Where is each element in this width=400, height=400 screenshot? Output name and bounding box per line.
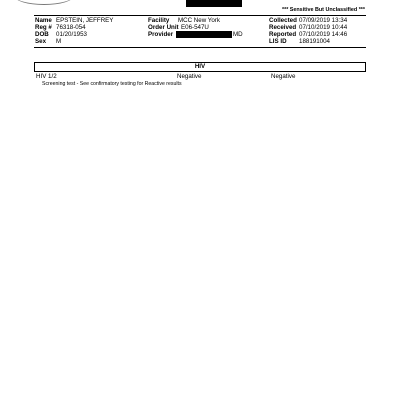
provider-suffix: MD [233,31,243,38]
redaction-top-block [186,0,242,7]
header-rule [34,15,366,16]
patient-name: EPSTEIN, JEFFREY [56,17,114,24]
received-value: 07/10/2019 10:44 [299,24,348,31]
reported-label: Reported [269,31,297,38]
received-label: Received [269,24,297,31]
facility-row [148,17,220,24]
patient-block-rule [34,47,366,48]
section-title: HIV [194,63,206,70]
order-unit-label: Order Unit [148,24,179,31]
collected-row [269,17,348,24]
reported-value: 07/10/2019 14:46 [299,31,348,38]
patient-reg: 76318-054 [56,24,86,31]
patient-dob-row [35,31,87,38]
dob-label: DOB [35,31,49,38]
order-unit-row [148,24,209,31]
name-label: Name [35,17,52,24]
patient-reg-row [35,24,86,31]
reg-label: Reg # [35,24,52,31]
result-note: Screening test - See confirmatory testing for Reactive results [42,81,182,87]
patient-dob: 01/20/1953 [56,31,87,38]
logo-arc [14,0,74,5]
provider-label: Provider [148,31,174,38]
patient-sex-row [35,38,62,45]
patient-name-row [35,17,114,24]
result-reference: Negative [271,73,296,80]
result-test-name: HIV 1/2 [36,73,57,80]
lis-id-row [269,38,330,45]
collected-value: 07/09/2019 13:34 [299,17,348,24]
collected-label: Collected [269,17,297,24]
facility-label: Facility [148,17,170,24]
lis-id-label: LIS ID [269,38,287,45]
reported-row [269,31,348,38]
provider-redaction [176,31,232,38]
received-row [269,24,348,31]
order-unit-value: E06-547U [181,24,209,31]
facility-value: MCC New York [178,17,220,24]
lis-id-value: 188191004 [299,38,330,45]
result-value: Negative [177,73,202,80]
sex-label: Sex [35,38,47,45]
provider-row [148,31,173,38]
section-header-box [34,62,366,72]
patient-sex: M [56,38,62,45]
classification-banner: *** Sensitive But Unclassified *** [282,7,365,13]
